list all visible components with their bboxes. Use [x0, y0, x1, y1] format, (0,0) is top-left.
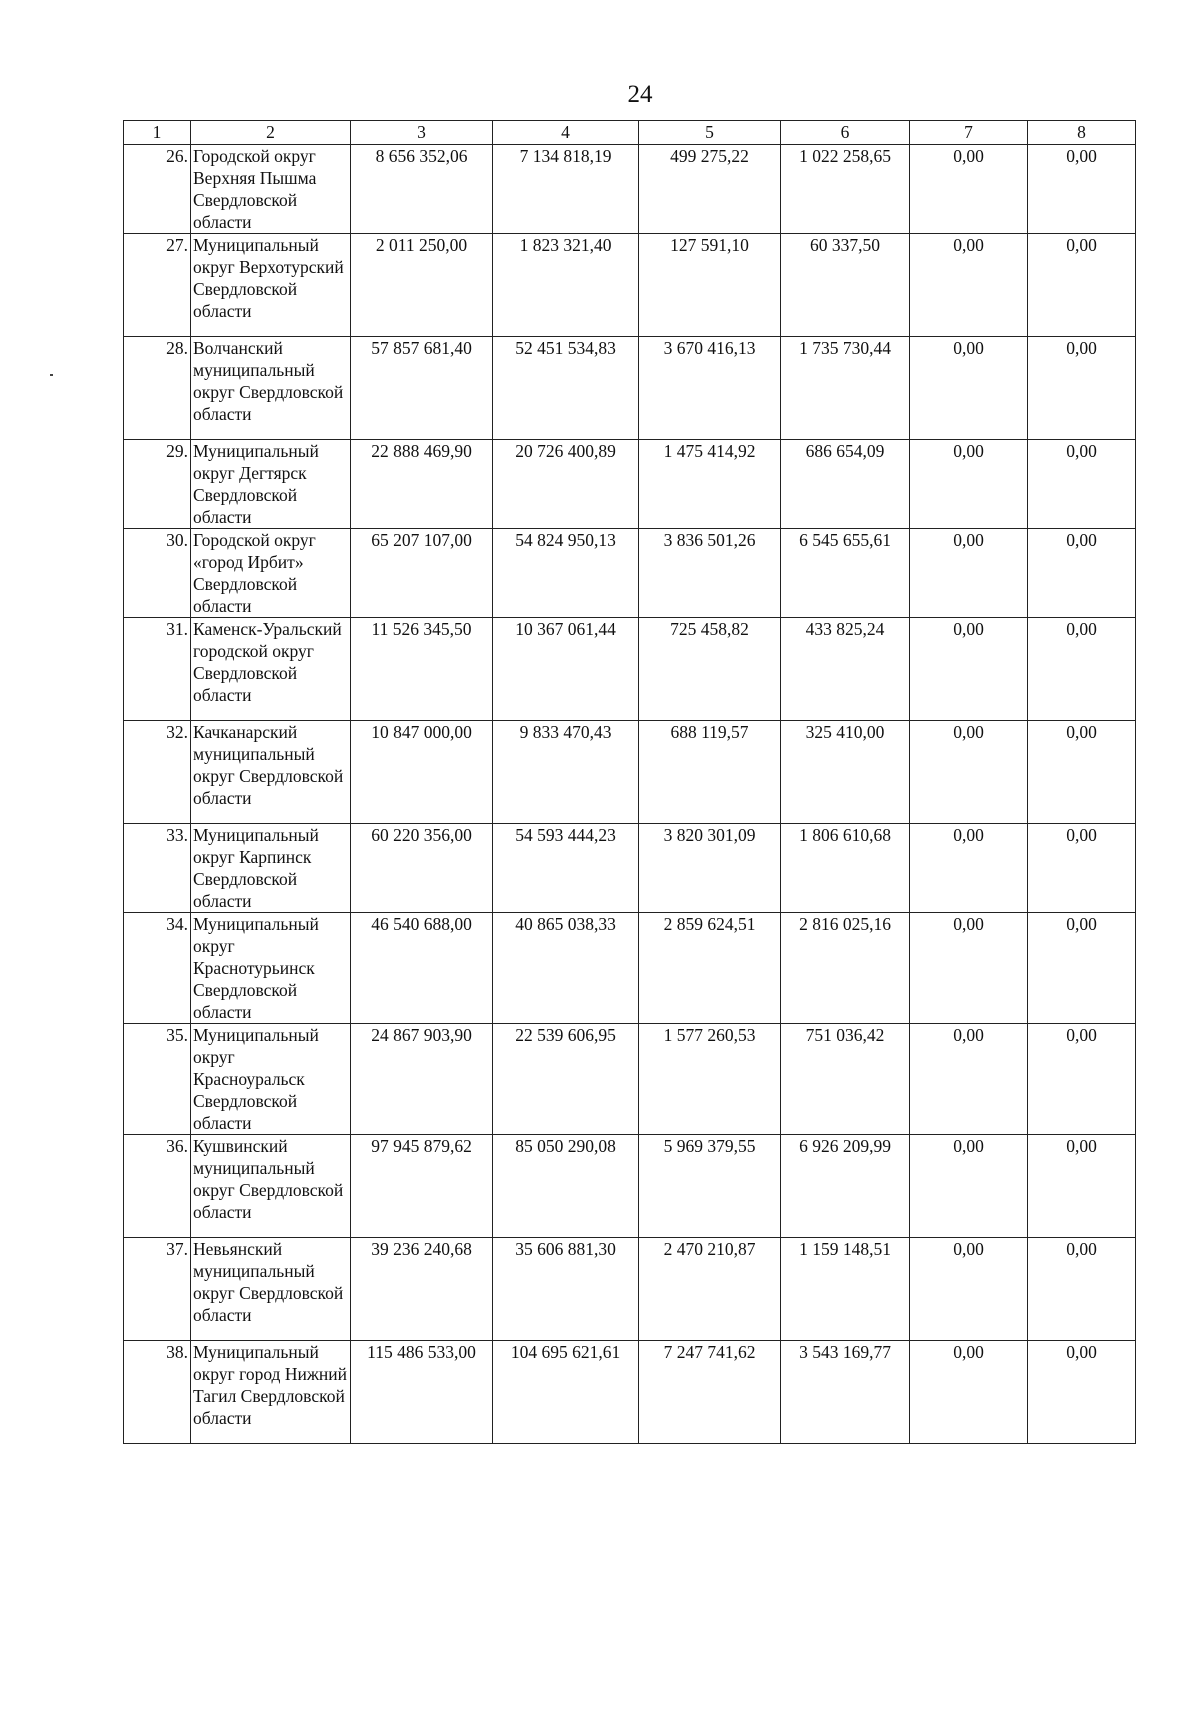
- table-row: [124, 721, 1136, 824]
- row-number: 27.: [124, 234, 191, 337]
- value-col-7: 0,00: [910, 529, 1028, 618]
- column-header-8: 8: [1028, 121, 1136, 145]
- row-number: 36.: [124, 1135, 191, 1238]
- table-row: [124, 1024, 1136, 1135]
- table-row: [124, 1135, 1136, 1238]
- value-col-6: 1 022 258,65: [781, 145, 910, 234]
- value-col-5: 1 475 414,92: [639, 440, 781, 529]
- column-header-5: 5: [639, 121, 781, 145]
- allocation-table: [123, 120, 1136, 1444]
- municipality-name: Городской округ «город Ирбит» Свердловской области: [191, 529, 351, 618]
- value-col-5: 5 969 379,55: [639, 1135, 781, 1238]
- column-header-3: 3: [351, 121, 493, 145]
- column-header-7: 7: [910, 121, 1028, 145]
- value-col-4: 52 451 534,83: [493, 337, 639, 440]
- table-row: [124, 1341, 1136, 1444]
- value-col-8: 0,00: [1028, 234, 1136, 337]
- value-col-7: 0,00: [910, 440, 1028, 529]
- table-row: [124, 337, 1136, 440]
- value-col-5: 499 275,22: [639, 145, 781, 234]
- value-col-6: 1 735 730,44: [781, 337, 910, 440]
- municipality-name: Муниципальный округ Красноуральск Свердловской области: [191, 1024, 351, 1135]
- value-col-8: 0,00: [1028, 1024, 1136, 1135]
- value-col-4: 7 134 818,19: [493, 145, 639, 234]
- row-number: 35.: [124, 1024, 191, 1135]
- value-col-7: 0,00: [910, 1024, 1028, 1135]
- value-col-3: 46 540 688,00: [351, 913, 493, 1024]
- municipality-name: Кушвинский муниципальный округ Свердловской области: [191, 1135, 351, 1238]
- value-col-3: 60 220 356,00: [351, 824, 493, 913]
- value-col-3: 39 236 240,68: [351, 1238, 493, 1341]
- value-col-3: 8 656 352,06: [351, 145, 493, 234]
- value-col-5: 2 859 624,51: [639, 913, 781, 1024]
- value-col-4: 85 050 290,08: [493, 1135, 639, 1238]
- municipality-name: Каменск-Уральский городской округ Свердловской области: [191, 618, 351, 721]
- value-col-4: 54 824 950,13: [493, 529, 639, 618]
- row-number: 30.: [124, 529, 191, 618]
- value-col-3: 65 207 107,00: [351, 529, 493, 618]
- value-col-6: 1 159 148,51: [781, 1238, 910, 1341]
- value-col-8: 0,00: [1028, 529, 1136, 618]
- value-col-8: 0,00: [1028, 1135, 1136, 1238]
- municipality-name: Муниципальный округ Карпинск Свердловской области: [191, 824, 351, 913]
- row-number: 33.: [124, 824, 191, 913]
- table-row: [124, 824, 1136, 913]
- value-col-4: 20 726 400,89: [493, 440, 639, 529]
- value-col-5: 7 247 741,62: [639, 1341, 781, 1444]
- value-col-7: 0,00: [910, 721, 1028, 824]
- municipality-name: Муниципальный округ город Нижний Тагил Свердловской области: [191, 1341, 351, 1444]
- municipality-name: Качканарский муниципальный округ Свердловской области: [191, 721, 351, 824]
- value-col-3: 97 945 879,62: [351, 1135, 493, 1238]
- value-col-8: 0,00: [1028, 145, 1136, 234]
- municipality-name: Городской округ Верхняя Пышма Свердловской области: [191, 145, 351, 234]
- municipality-name: Невьянский муниципальный округ Свердловской области: [191, 1238, 351, 1341]
- value-col-7: 0,00: [910, 1135, 1028, 1238]
- value-col-8: 0,00: [1028, 1238, 1136, 1341]
- value-col-6: 325 410,00: [781, 721, 910, 824]
- value-col-4: 22 539 606,95: [493, 1024, 639, 1135]
- value-col-3: 57 857 681,40: [351, 337, 493, 440]
- value-col-4: 40 865 038,33: [493, 913, 639, 1024]
- value-col-5: 2 470 210,87: [639, 1238, 781, 1341]
- value-col-3: 11 526 345,50: [351, 618, 493, 721]
- table-row: [124, 618, 1136, 721]
- municipality-name: Муниципальный округ Верхотурский Свердловской области: [191, 234, 351, 337]
- row-number: 29.: [124, 440, 191, 529]
- column-header-1: 1: [124, 121, 191, 145]
- value-col-8: 0,00: [1028, 721, 1136, 824]
- value-col-6: 6 545 655,61: [781, 529, 910, 618]
- column-header-4: 4: [493, 121, 639, 145]
- value-col-6: 1 806 610,68: [781, 824, 910, 913]
- municipality-name: Муниципальный округ Дегтярск Свердловской области: [191, 440, 351, 529]
- table-row: [124, 145, 1136, 234]
- table-row: [124, 1238, 1136, 1341]
- table-row: [124, 440, 1136, 529]
- table-body: [124, 145, 1136, 1444]
- value-col-3: 22 888 469,90: [351, 440, 493, 529]
- value-col-8: 0,00: [1028, 1341, 1136, 1444]
- value-col-5: 725 458,82: [639, 618, 781, 721]
- value-col-7: 0,00: [910, 824, 1028, 913]
- municipality-name: Волчанский муниципальный округ Свердловской области: [191, 337, 351, 440]
- table-row: [124, 529, 1136, 618]
- value-col-5: 3 670 416,13: [639, 337, 781, 440]
- row-number: 28.: [124, 337, 191, 440]
- value-col-6: 60 337,50: [781, 234, 910, 337]
- value-col-6: 686 654,09: [781, 440, 910, 529]
- column-header-2: 2: [191, 121, 351, 145]
- value-col-6: 3 543 169,77: [781, 1341, 910, 1444]
- value-col-5: 3 820 301,09: [639, 824, 781, 913]
- value-col-3: 115 486 533,00: [351, 1341, 493, 1444]
- value-col-8: 0,00: [1028, 618, 1136, 721]
- value-col-8: 0,00: [1028, 440, 1136, 529]
- value-col-7: 0,00: [910, 1238, 1028, 1341]
- value-col-5: 1 577 260,53: [639, 1024, 781, 1135]
- value-col-8: 0,00: [1028, 824, 1136, 913]
- row-number: 31.: [124, 618, 191, 721]
- value-col-4: 35 606 881,30: [493, 1238, 639, 1341]
- table-row: [124, 913, 1136, 1024]
- value-col-5: 127 591,10: [639, 234, 781, 337]
- value-col-4: 54 593 444,23: [493, 824, 639, 913]
- row-number: 37.: [124, 1238, 191, 1341]
- value-col-6: 433 825,24: [781, 618, 910, 721]
- value-col-8: 0,00: [1028, 337, 1136, 440]
- column-header-6: 6: [781, 121, 910, 145]
- municipality-name: Муниципальный округ Краснотурьинск Свердловской области: [191, 913, 351, 1024]
- value-col-7: 0,00: [910, 1341, 1028, 1444]
- value-col-6: 6 926 209,99: [781, 1135, 910, 1238]
- row-number: 26.: [124, 145, 191, 234]
- value-col-6: 751 036,42: [781, 1024, 910, 1135]
- page-number: 24: [627, 81, 653, 108]
- table-header-row: [124, 121, 1136, 145]
- value-col-7: 0,00: [910, 234, 1028, 337]
- value-col-4: 10 367 061,44: [493, 618, 639, 721]
- value-col-4: 104 695 621,61: [493, 1341, 639, 1444]
- value-col-7: 0,00: [910, 618, 1028, 721]
- scan-speck: [50, 374, 53, 376]
- value-col-5: 688 119,57: [639, 721, 781, 824]
- value-col-3: 10 847 000,00: [351, 721, 493, 824]
- value-col-4: 1 823 321,40: [493, 234, 639, 337]
- row-number: 38.: [124, 1341, 191, 1444]
- table-row: [124, 234, 1136, 337]
- value-col-7: 0,00: [910, 145, 1028, 234]
- value-col-5: 3 836 501,26: [639, 529, 781, 618]
- value-col-4: 9 833 470,43: [493, 721, 639, 824]
- value-col-3: 24 867 903,90: [351, 1024, 493, 1135]
- value-col-3: 2 011 250,00: [351, 234, 493, 337]
- row-number: 32.: [124, 721, 191, 824]
- row-number: 34.: [124, 913, 191, 1024]
- value-col-8: 0,00: [1028, 913, 1136, 1024]
- value-col-7: 0,00: [910, 913, 1028, 1024]
- value-col-6: 2 816 025,16: [781, 913, 910, 1024]
- value-col-7: 0,00: [910, 337, 1028, 440]
